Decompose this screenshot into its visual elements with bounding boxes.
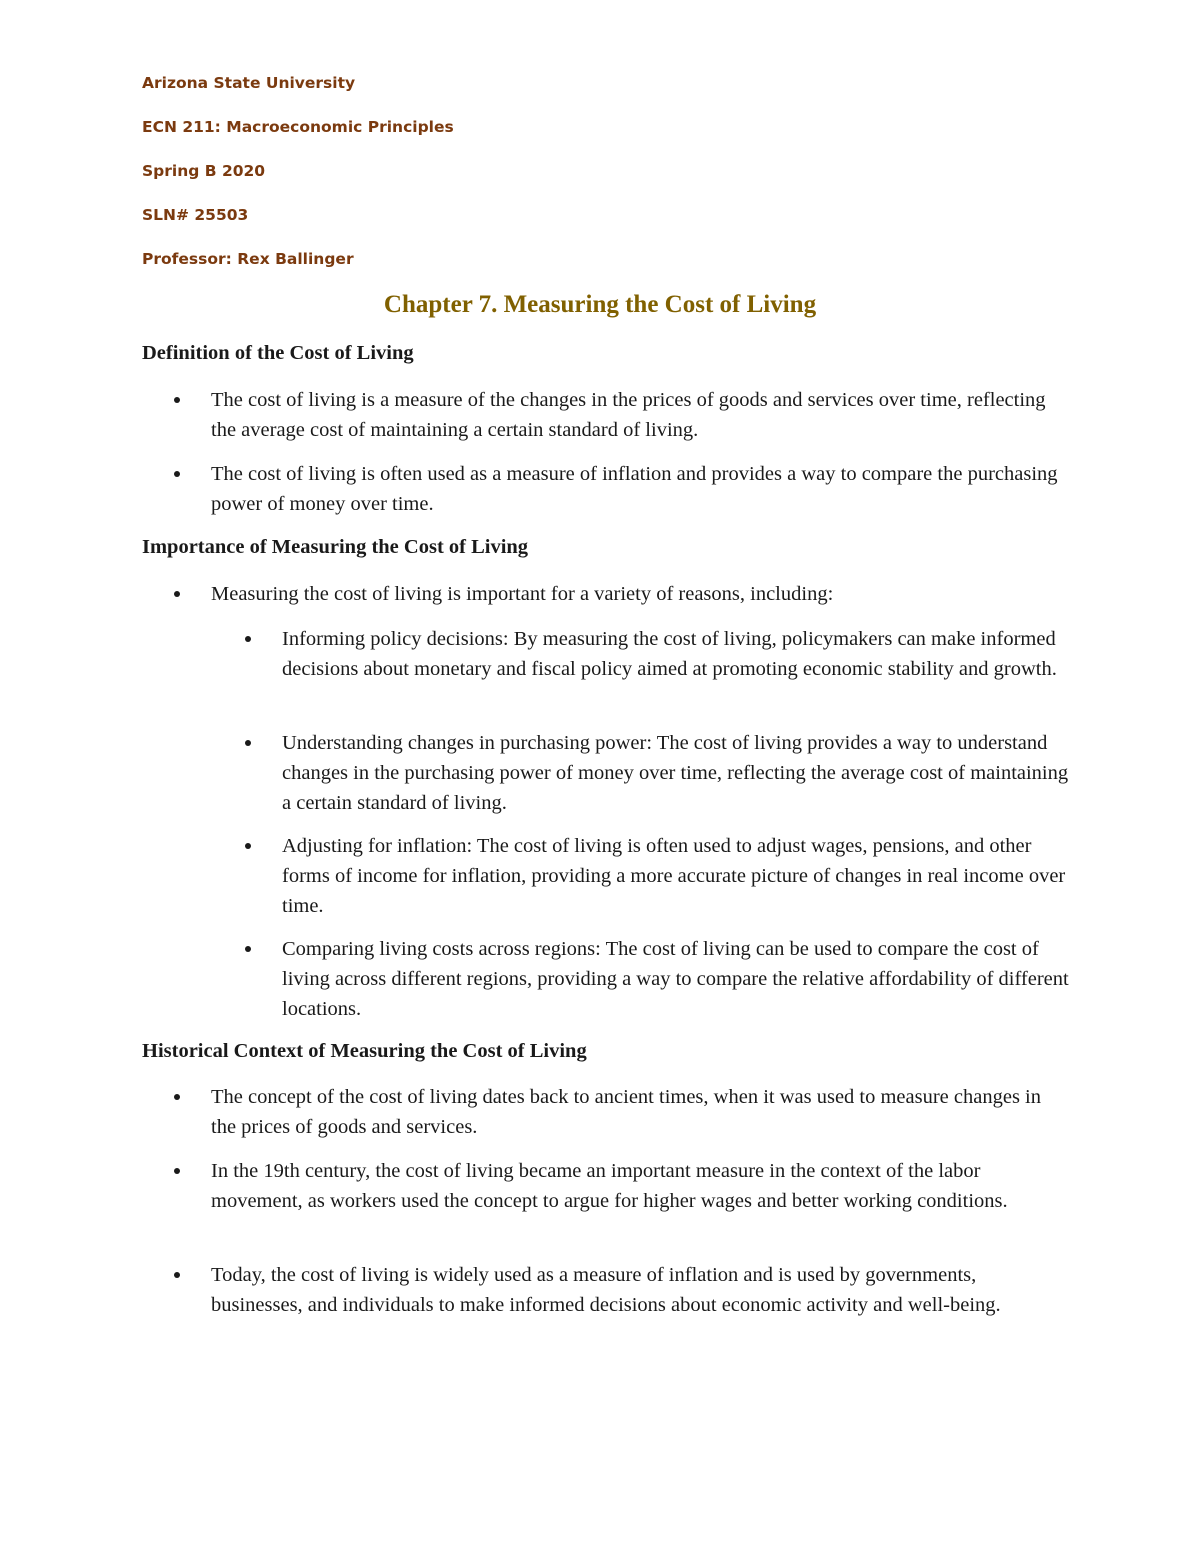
term: Spring B 2020 <box>142 162 266 180</box>
list-item: Today, the cost of living is widely used as a measure of inflation and is used by governments, businesses, and individuals to make informed decisions about economic activity and well-being. <box>211 1264 1001 1316</box>
bullet-icon <box>245 636 251 642</box>
chapter-title: Chapter 7. Measuring the Cost of Living <box>383 291 817 318</box>
bullet-icon <box>174 1272 180 1278</box>
bullet-icon <box>174 1168 180 1174</box>
university-name: Arizona State University <box>142 74 356 92</box>
bullet-icon <box>245 740 251 746</box>
section-heading-importance: Importance of Measuring the Cost of Living <box>142 536 529 558</box>
list-item: Informing policy decisions: By measuring the cost of living, policymakers can make informed decisions about monetary and fiscal policy aimed at promoting economic stability and growth. <box>282 628 1057 680</box>
list-item: The cost of living is a measure of the changes in the prices of goods and services over time, reflecting the average cost of maintaining a certain standard of living. <box>211 389 1046 441</box>
list-item: The concept of the cost of living dates back to ancient times, when it was used to measure changes in the prices of goods and services. <box>211 1086 1041 1138</box>
bullet-icon <box>174 471 180 477</box>
list-item: In the 19th century, the cost of living became an important measure in the context of the labor movement, as workers used the concept to argue for higher wages and better working conditions. <box>211 1160 1008 1212</box>
list-item: Adjusting for inflation: The cost of living is often used to adjust wages, pensions, and other forms of income for inflation, providing a more accurate picture of changes in real income over time. <box>282 835 1066 917</box>
list-item: Understanding changes in purchasing power: The cost of living provides a way to understand changes in the purchasing power of money over time, reflecting the average cost of maintaining a certain standard of living. <box>282 732 1069 814</box>
professor-name: Professor: Rex Ballinger <box>142 250 354 268</box>
bullet-icon <box>245 946 251 952</box>
list-item: Measuring the cost of living is important for a variety of reasons, including: <box>211 583 834 605</box>
list-item: The cost of living is often used as a measure of inflation and provides a way to compare the purchasing power of money over time. <box>211 463 1058 515</box>
bullet-icon <box>174 591 180 597</box>
section-heading-historical-context: Historical Context of Measuring the Cost of Living <box>142 1040 587 1062</box>
section-heading-definition: Definition of the Cost of Living <box>142 342 414 364</box>
bullet-icon <box>245 843 251 849</box>
sln-number: SLN# 25503 <box>142 206 249 224</box>
course-name: ECN 211: Macroeconomic Principles <box>142 118 454 136</box>
bullet-icon <box>174 1094 180 1100</box>
bullet-icon <box>174 397 180 403</box>
list-item: Comparing living costs across regions: The cost of living can be used to compare the cost of living across different regions, providing a way to compare the relative affordability of different locations. <box>282 938 1069 1020</box>
